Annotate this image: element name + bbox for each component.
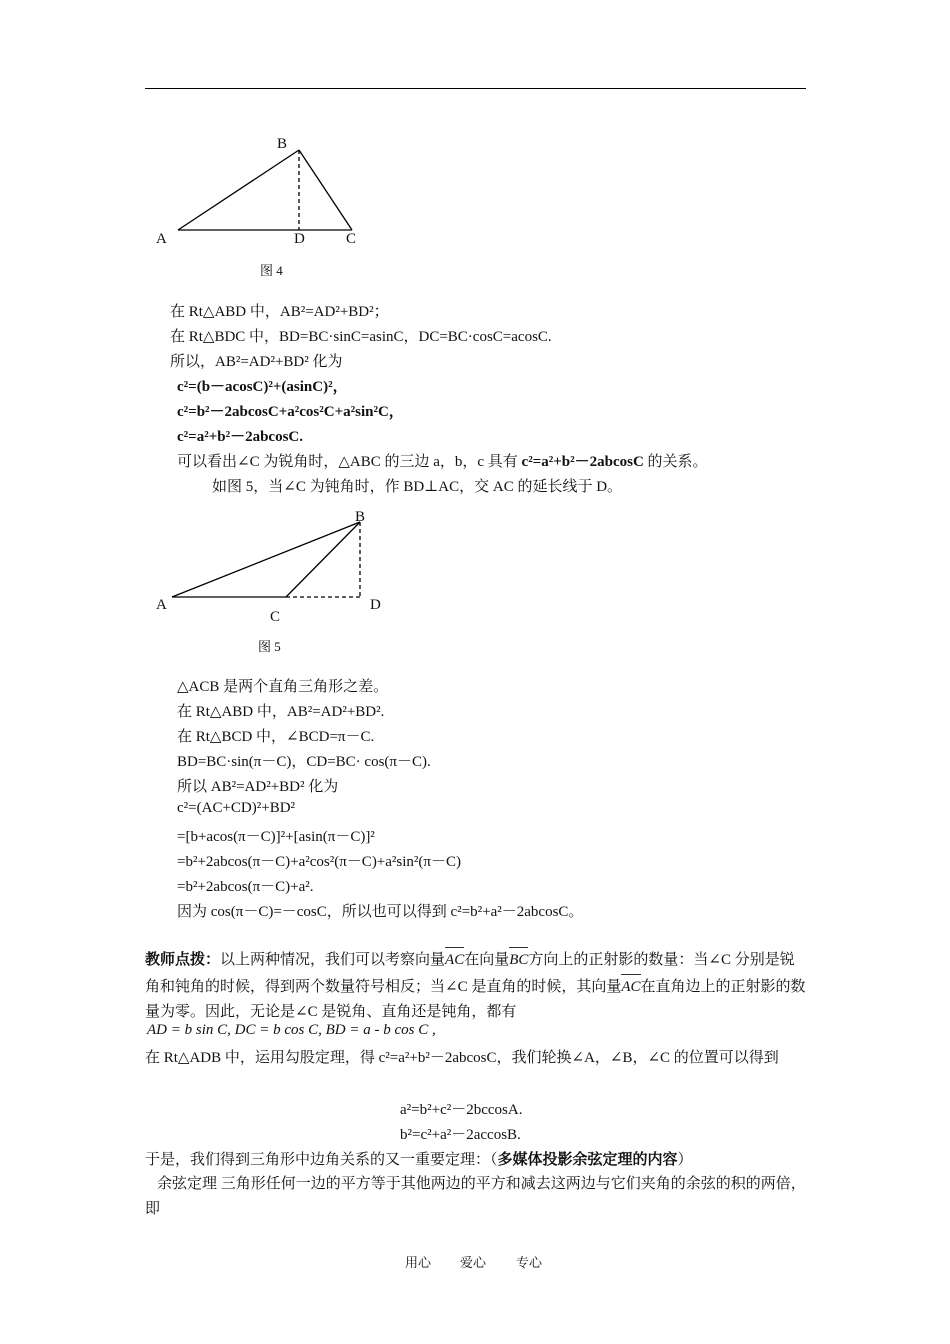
s2-line3: 在 Rt△BCD 中，∠BCD=π－C. (177, 729, 375, 745)
vector-AC: AC (445, 946, 464, 973)
theorem-intro-close: ） (677, 1152, 693, 1168)
fig4-label-C: C (346, 231, 357, 247)
fig5-label-B: B (355, 509, 366, 525)
s2-line1: △ACB 是两个直角三角形之差。 (177, 679, 389, 695)
projection-formula: AD = b sin C, DC = b cos C, BD = a - b cos C , (147, 1022, 436, 1038)
s1-line7-a: 可以看出∠C 为锐角时，△ABC 的三边 a，b，c 具有 (177, 454, 522, 470)
vector-BC: BC (509, 946, 528, 973)
fig4-caption: 图 4 (260, 263, 283, 278)
fig4-label-D: D (294, 231, 305, 247)
fig5-label-A: A (156, 597, 167, 613)
s2-line8: =b²+2abcos(π－C)+a²cos²(π－C)+a²sin²(π－C) (177, 854, 461, 870)
vector-AC-2: AC (621, 973, 640, 1000)
s1-line5: c²=b²－2abcosC+a²cos²C+a²sin²C， (177, 404, 404, 420)
teacher-paragraph (145, 946, 807, 1025)
s1-line7 (177, 450, 708, 471)
s1-line7-c: 的关系。 (643, 454, 708, 470)
side-AB (172, 522, 360, 597)
footer-a: 用心 (405, 1255, 432, 1270)
fig5-label-D: D (370, 597, 381, 613)
theorem-intro-bold: 多媒体投影余弦定理的内容 (497, 1152, 678, 1168)
teacher-text-1: 以上两种情况，我们可以考察向量 (220, 952, 446, 968)
s1-line3: 所以，AB²=AD²+BD² 化为 (170, 354, 343, 370)
side-CB (286, 522, 360, 597)
law-cos-B: b²=c²+a²－2accosB. (400, 1127, 521, 1143)
s2-line7: =[b+acos(π－C)]²+[asin(π－C)]² (177, 829, 375, 845)
footer-b: 爱心 (460, 1255, 487, 1270)
s1-line2: 在 Rt△BDC 中，BD=BC·sinC=asinC，DC=BC·cosC=acosC. (170, 329, 552, 345)
teacher-text-2: 在向量 (464, 952, 510, 968)
s2-line9: =b²+2abcos(π－C)+a². (177, 879, 314, 895)
header-rule (145, 88, 806, 89)
s2-line5: 所以 AB²=AD²+BD² 化为 (177, 779, 339, 795)
s2-line4: BD=BC·sin(π－C)，CD=BC· cos(π－C). (177, 754, 431, 770)
fig5-label-C: C (270, 609, 281, 625)
s1-line6: c²=a²+b²－2abcosC. (177, 429, 304, 445)
teacher-heading: 教师点拨： (145, 952, 221, 968)
theorem-intro (145, 1148, 693, 1169)
fig4-label-A: A (156, 231, 167, 247)
theorem-statement: 余弦定理 三角形任何一边的平方等于其他两边的平方和减去这两边与它们夹角的余弦的积的两倍，即 (145, 1176, 806, 1217)
teacher-paragraph-2: 在 Rt△ADB 中，运用勾股定理，得 c²=a²+b²－2abcosC，我们轮换∠A，∠B，∠C 的位置可以得到 (145, 1050, 779, 1066)
s1-line1: 在 Rt△ABD 中，AB²=AD²+BD²； (170, 304, 389, 320)
s1-line7-formula: c²=a²+b²－2abcosC (521, 454, 644, 470)
s2-line10: 因为 cos(π－C)=－cosC，所以也可以得到 c²=b²+a²－2abcosC。 (177, 904, 584, 920)
teacher-text-4: 在直角边上的正射影的数量为零。因此，无论是∠C 是锐角、直角还是钝角，都有 (145, 979, 806, 1020)
side-BC (299, 150, 352, 230)
figure-5-triangle (150, 510, 390, 610)
side-AB (178, 150, 299, 230)
fig5-caption: 图 5 (258, 639, 281, 654)
footer-c: 专心 (516, 1255, 543, 1270)
s1-line4: c²=(b－acosC)²+(asinC)²， (177, 379, 348, 395)
s2-line6: c²=(AC+CD)²+BD² (177, 800, 296, 816)
law-cos-A: a²=b²+c²－2bccosA. (400, 1102, 523, 1118)
s2-line2: 在 Rt△ABD 中，AB²=AD²+BD². (177, 704, 385, 720)
s1-line8: 如图 5，当∠C 为钝角时，作 BD⊥AC，交 AC 的延长线于 D。 (212, 479, 623, 495)
teacher-text-3: 方向上的正射影的数量：当∠C 分别是锐角和钝角的时候，得到两个数量符号相反；当∠C 是直角的时候，其向量 (145, 952, 795, 995)
theorem-intro-text: 于是，我们得到三角形中边角关系的又一重要定理：（ (145, 1152, 498, 1168)
fig4-label-B: B (277, 136, 288, 152)
